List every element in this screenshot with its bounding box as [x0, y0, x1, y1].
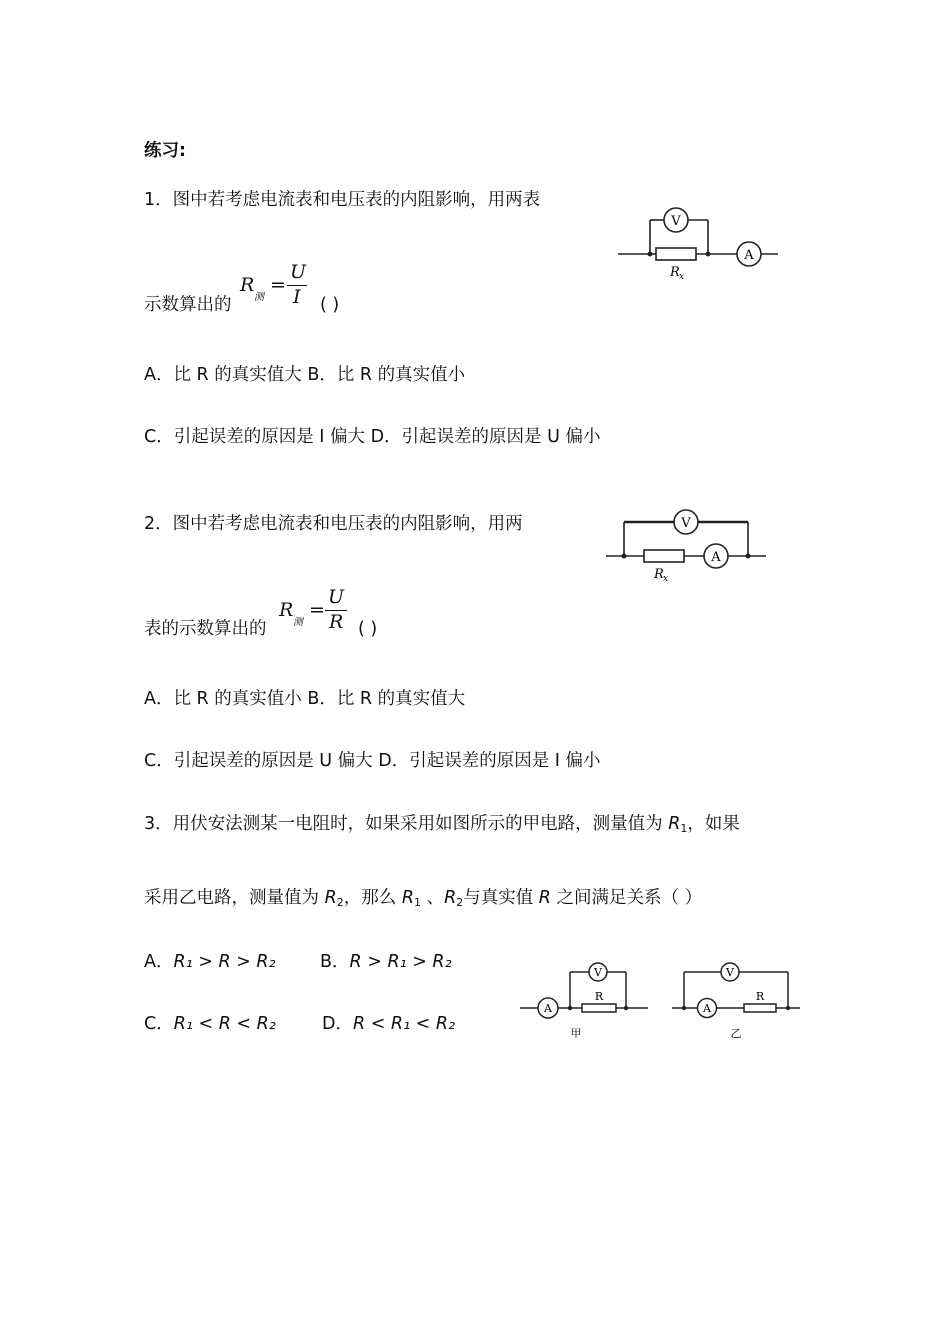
q2-formula-r: R [279, 599, 294, 621]
q3-line2-a: 采用乙电路，测量值为 [144, 888, 325, 908]
q3-jia-caption: 甲 [570, 1027, 582, 1040]
q2-line1: 2．图中若考虑电流表和电压表的内阻影响，用两 [144, 514, 523, 534]
q2-voltmeter-label: V [681, 516, 691, 531]
q3-option-d-text: R < R₁ < R₂ [352, 1014, 456, 1034]
q1-formula-r: R [240, 274, 255, 296]
q1-resistor-label: R [670, 265, 680, 280]
q3-jia-voltmeter-label: V [594, 966, 602, 979]
q3-line1 [144, 813, 740, 835]
q1-circuit-figure [612, 204, 782, 284]
q3-yi-caption: 乙 [730, 1027, 742, 1040]
q2-formula-den: R [329, 611, 344, 633]
q2-resistor-sub: x [663, 574, 669, 584]
q2-circuit-figure [602, 506, 772, 590]
q2-line2-prefix: 表的示数算出的 [144, 619, 267, 639]
q3-line2-r2: R [324, 888, 337, 908]
q3-option-c-text: R₁ < R < R₂ [173, 1014, 276, 1034]
q3-line2-c: 、 [420, 888, 445, 908]
q3-option-c [144, 1013, 276, 1035]
q2-ammeter-label: A [711, 550, 721, 565]
q1-paren: ( ) [320, 295, 340, 315]
q3-line2-sub2: 2 [336, 896, 344, 909]
q1-formula-sub: 测 [254, 292, 263, 303]
q3-line2-r2b: R [444, 888, 457, 908]
q3-line1-b: ，如果 [687, 814, 740, 834]
q3-yi-voltmeter-label: V [726, 966, 734, 979]
q2-formula-num: U [328, 586, 345, 608]
q3-option-b-text: R > R₁ > R₂ [349, 952, 452, 972]
q3-jia-ammeter-label: A [544, 1002, 552, 1015]
q3-line2-sub1: 1 [413, 896, 421, 909]
q2-formula-eq: = [309, 599, 325, 621]
q1-formula-den: I [293, 286, 301, 308]
q1-options-cd: C．引起误差的原因是 I 偏大 D．引起误差的原因是 U 偏小 [144, 427, 601, 447]
q3-circuit-jia [518, 958, 652, 1044]
q2-options-cd: C．引起误差的原因是 U 偏大 D．引起误差的原因是 I 偏小 [144, 751, 601, 771]
q1-options-ab: A．比 R 的真实值大 B．比 R 的真实值小 [144, 365, 466, 385]
q3-line2-r1: R [401, 888, 414, 908]
q3-line2-r: R [538, 888, 551, 908]
q3-line1-r: R [668, 814, 681, 834]
q3-yi-ammeter-label: A [703, 1002, 711, 1015]
q1-voltmeter-label: V [671, 214, 681, 229]
q3-line1-sub: 1 [680, 822, 688, 835]
q3-option-b [320, 951, 452, 973]
q3-option-a [144, 951, 276, 973]
q2-formula [279, 587, 354, 637]
q3-line2 [144, 887, 702, 909]
q2-resistor-label: R [654, 567, 664, 582]
q3-line2-e: 之间满足关系（ ） [550, 888, 703, 908]
q2-paren: ( ) [358, 619, 378, 639]
q3-yi-resistor-label: R [755, 990, 765, 1003]
q1-ammeter-label: A [744, 248, 754, 263]
q3-option-d-label: D． [322, 1014, 353, 1034]
q3-line2-sub2b: 2 [456, 896, 464, 909]
q3-option-a-label: A． [144, 952, 174, 972]
q3-line2-b: ，那么 [343, 888, 402, 908]
q1-formula [240, 262, 310, 312]
q3-line1-a: 3．用伏安法测某一电阻时，如果采用如图所示的甲电路，测量值为 [144, 814, 669, 834]
q1-formula-num: U [290, 261, 307, 283]
heading: 练习: [144, 141, 186, 161]
q3-option-c-label: C． [144, 1014, 174, 1034]
q1-resistor-sub: x [679, 272, 685, 282]
q3-line2-d: 与真实值 [463, 888, 539, 908]
q3-circuit-yi [668, 958, 804, 1044]
q1-formula-eq: = [270, 274, 286, 296]
q3-option-a-text: R₁ > R > R₂ [173, 952, 276, 972]
q3-option-b-label: B． [320, 952, 350, 972]
q1-line2-prefix: 示数算出的 [144, 295, 232, 315]
q1-line1: 1．图中若考虑电流表和电压表的内阻影响，用两表 [144, 190, 541, 210]
q3-jia-resistor-label: R [594, 990, 604, 1003]
q3-option-d [322, 1013, 455, 1035]
q2-formula-sub: 测 [293, 617, 302, 628]
q2-options-ab: A．比 R 的真实值小 B．比 R 的真实值大 [144, 689, 466, 709]
